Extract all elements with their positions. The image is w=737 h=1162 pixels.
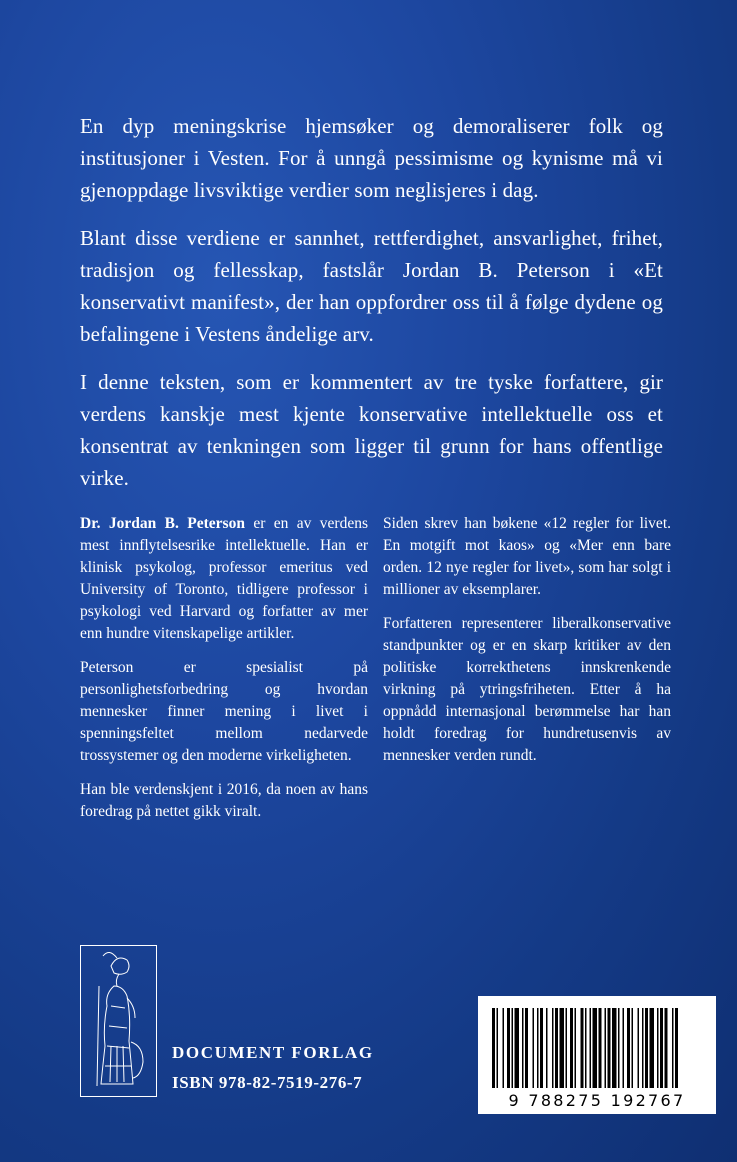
barcode-number: 9 788275 192767 bbox=[508, 1091, 686, 1110]
bio-paragraph: Forfatteren representerer liberalkonservative standpunkter og er en skarp kritiker av den politiske korrekthetens innskrenkende virkning på ytringsfriheten. Etter å ha oppnådd internasjonal berømmelse har han holdt foredrag for hundretusenvis av mennesker verden rundt. bbox=[383, 615, 671, 764]
bio-paragraph: Siden skrev han bøkene «12 regler for livet. En motgift mot kaos» og «Mer enn bare orden. 12 nye regler for livet», som har solgt i millioner av eksemplarer. bbox=[383, 515, 671, 598]
bio-paragraph bbox=[80, 513, 368, 645]
author-bio-right bbox=[383, 513, 671, 779]
intro-paragraph: I denne teksten, som er kommentert av tre tyske forfattere, gir verdens kanskje mest kjente konservative intellektuelle oss et konsentrat av tenkningen som ligger til grunn for hans offentlige virke. bbox=[80, 370, 663, 490]
intro-paragraph: Blant disse verdiene er sannhet, rettferdighet, ansvarlighet, frihet, tradisjon og fellesskap, fastslår Jordan B. Peterson i «Et konservativt manifest», der han oppfordrer oss til å følge dydene og befalingene i Vestens åndelige arv. bbox=[80, 226, 663, 346]
bio-paragraph: Peterson er spesialist på personlighetsforbedring og hvordan mennesker finner mening i livet i spenningsfeltet mellom nedarvede trossystemer og den moderne virkeligheten. bbox=[80, 659, 368, 764]
athena-logo-icon bbox=[80, 945, 157, 1097]
barcode bbox=[478, 996, 716, 1114]
author-name: Dr. Jordan B. Peterson bbox=[80, 515, 245, 532]
intro-text bbox=[80, 110, 663, 510]
isbn-text: ISBN 978-82-7519-276-7 bbox=[172, 1073, 363, 1092]
publisher-name: DOCUMENT FORLAG bbox=[172, 1043, 374, 1062]
intro-paragraph: En dyp meningskrise hjemsøker og demoraliserer folk og institusjoner i Vesten. For å unngå pessimisme og kynisme må vi gjenoppdage livsviktige verdier som neglisjeres i dag. bbox=[80, 114, 663, 202]
athena-figure-icon bbox=[81, 946, 156, 1096]
bio-paragraph: Han ble verdenskjent i 2016, da noen av hans foredrag på nettet gikk viralt. bbox=[80, 781, 368, 820]
bio-text: er en av verdens mest innflytelsesrike intellektuelle. Han er klinisk psykolog, professor emeritus ved University of Toronto, tidligere professor i psykologi ved Harvard og forfatter av mer enn hundre vitenskapelige artikler. bbox=[80, 515, 369, 642]
author-bio-left bbox=[80, 513, 368, 835]
